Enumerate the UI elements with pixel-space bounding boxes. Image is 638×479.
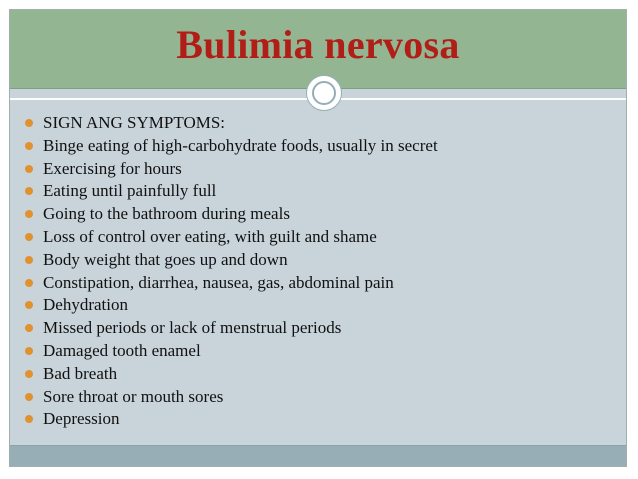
bullet-item xyxy=(22,135,438,158)
bullet-list xyxy=(22,112,438,431)
bullet-text: Depression xyxy=(43,409,120,429)
bullet-text: Sore throat or mouth sores xyxy=(43,386,224,406)
bullet-text: Dehydration xyxy=(43,295,128,315)
bullet-dot-icon xyxy=(25,279,33,287)
bullet-dot-icon xyxy=(25,210,33,218)
bullet-dot-icon xyxy=(25,165,33,173)
bullet-dot-icon xyxy=(25,301,33,309)
bullet-item xyxy=(22,340,438,363)
bullet-dot-icon xyxy=(25,347,33,355)
bullet-item xyxy=(22,386,438,409)
bullet-item xyxy=(22,226,438,249)
bullet-item xyxy=(22,317,438,340)
bullet-item xyxy=(22,203,438,226)
bullet-dot-icon xyxy=(25,233,33,241)
bullet-item xyxy=(22,408,438,431)
bullet-item xyxy=(22,363,438,386)
footer-band xyxy=(10,445,626,466)
bullet-item xyxy=(22,249,438,272)
slide-title: Bulimia nervosa xyxy=(176,22,460,67)
bullet-text: Constipation, diarrhea, nausea, gas, abdominal pain xyxy=(43,272,394,292)
slide-frame xyxy=(9,9,627,467)
bullet-dot-icon xyxy=(25,370,33,378)
bullet-dot-icon xyxy=(25,256,33,264)
bullet-dot-icon xyxy=(25,142,33,150)
bullet-dot-icon xyxy=(25,393,33,401)
bullet-dot-icon xyxy=(25,415,33,423)
circle-divider-icon xyxy=(306,75,342,111)
bullet-item xyxy=(22,180,438,203)
bullet-item xyxy=(22,272,438,295)
bullet-text: Damaged tooth enamel xyxy=(43,340,201,360)
bullet-dot-icon xyxy=(25,119,33,127)
bullet-dot-icon xyxy=(25,187,33,195)
bullet-text: Exercising for hours xyxy=(43,158,182,178)
bullet-item xyxy=(22,294,438,317)
bullet-item xyxy=(22,112,438,135)
bullet-text: Eating until painfully full xyxy=(43,181,217,201)
bullet-text: Binge eating of high-carbohydrate foods, usually in secret xyxy=(43,135,438,155)
bullet-text: Body weight that goes up and down xyxy=(43,249,288,269)
bullet-text: Missed periods or lack of menstrual periods xyxy=(43,318,342,338)
circle-divider-inner-ring xyxy=(312,81,336,105)
bullet-text: Going to the bathroom during meals xyxy=(43,204,290,224)
bullet-text: Bad breath xyxy=(43,363,118,383)
bullet-text: SIGN ANG SYMPTOMS: xyxy=(43,113,226,132)
bullet-dot-icon xyxy=(25,324,33,332)
bullet-text: Loss of control over eating, with guilt and shame xyxy=(43,226,377,246)
bullet-item xyxy=(22,158,438,181)
